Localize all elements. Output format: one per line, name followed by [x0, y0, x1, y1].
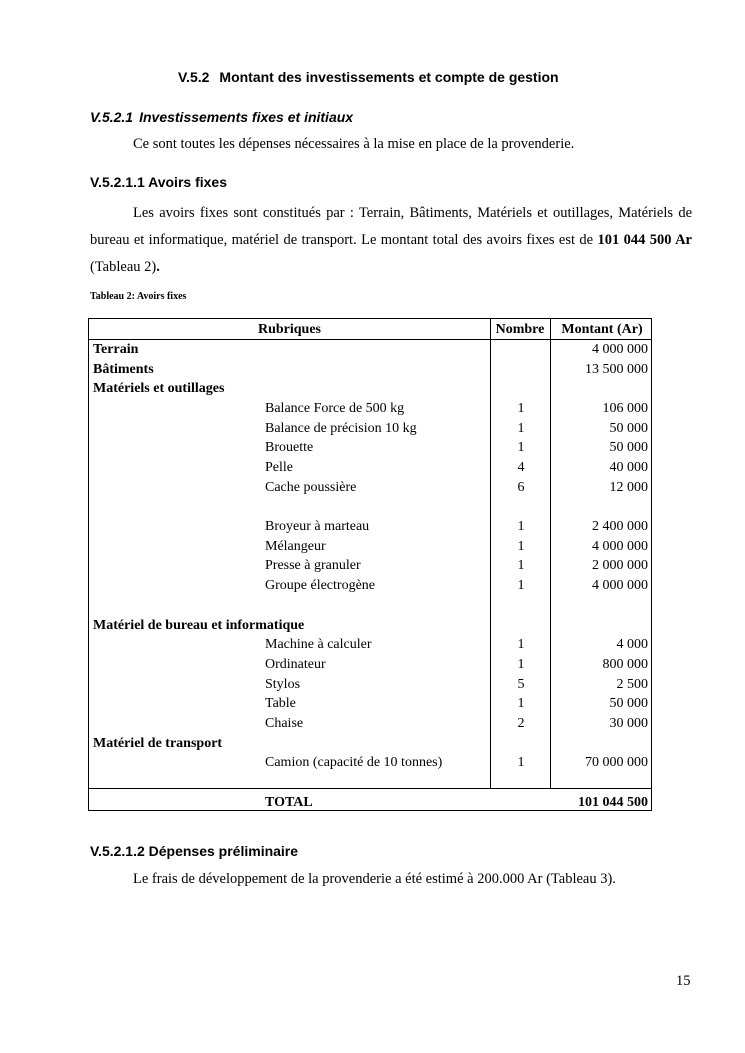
category-terrain: Terrain: [93, 342, 139, 357]
avoirs-total-amount: 101 044 500 Ar: [597, 232, 692, 248]
row-item: Cache poussière: [265, 480, 357, 495]
subsection-heading: [90, 109, 353, 125]
row-qty: 1: [517, 440, 525, 455]
row-amount: 50 000: [609, 421, 648, 436]
row-qty: 1: [517, 578, 525, 593]
row-item: Table: [265, 696, 296, 711]
row-amount: 106 000: [602, 401, 648, 416]
section-number: V.5.2: [178, 69, 210, 85]
row-item: Presse à granuler: [265, 558, 361, 573]
row-amount: 2 000 000: [592, 558, 648, 573]
total-divider: [89, 788, 651, 789]
page-number: 15: [676, 973, 691, 989]
row-item: Chaise: [265, 716, 304, 731]
row-qty: 4: [517, 460, 525, 475]
row-item: Balance de précision 10 kg: [265, 421, 417, 436]
row-amount: 4 000: [616, 637, 648, 652]
row-qty: 2: [517, 716, 525, 731]
depenses-heading: V.5.2.1.2 Dépenses préliminaire: [90, 843, 299, 859]
total-amount: 101 044 500: [578, 795, 648, 810]
row-qty: 1: [517, 657, 525, 672]
category-transport: Matériel de transport: [93, 736, 223, 751]
row-amount: 30 000: [609, 716, 648, 731]
row-amount: 40 000: [609, 460, 648, 475]
category-materiels: Matériels et outillages: [93, 381, 225, 396]
intro-paragraph: Ce sont toutes les dépenses nécessaires à la mise en place de la provenderie.: [133, 136, 575, 152]
row-amount: 4 000 000: [592, 578, 648, 593]
row-item: Stylos: [265, 677, 301, 692]
subsection-title: Investissements fixes et initiaux: [139, 109, 354, 125]
avoirs-para-text: Les avoirs fixes sont constitués par : Terrain, Bâtiments, Matériels et outillages, Matériels de bureau et informatique, matériel de transport. Le montant total des avoirs fixes est de: [90, 205, 692, 248]
row-qty: 1: [517, 519, 525, 534]
section-heading: [178, 69, 559, 85]
row-qty: 5: [517, 677, 525, 692]
amount-batiments: 13 500 000: [585, 362, 648, 377]
avoirs-fixes-table: [88, 318, 652, 811]
row-amount: 50 000: [609, 696, 648, 711]
avoirs-para-end: .: [156, 259, 160, 275]
avoirs-fixes-heading: V.5.2.1.1 Avoirs fixes: [90, 174, 227, 190]
amount-terrain: 4 000 000: [592, 342, 648, 357]
row-item: Balance Force de 500 kg: [265, 401, 405, 416]
row-item: Mélangeur: [265, 539, 326, 554]
row-item: Camion (capacité de 10 tonnes): [265, 755, 443, 770]
row-item: Groupe électrogène: [265, 578, 375, 593]
row-item: Machine à calculer: [265, 637, 372, 652]
row-qty: 6: [517, 480, 525, 495]
category-batiments: Bâtiments: [93, 362, 154, 377]
total-label: TOTAL: [265, 795, 313, 810]
row-qty: 1: [517, 637, 525, 652]
row-qty: 1: [517, 401, 525, 416]
depenses-paragraph: Le frais de développement de la provenderie a été estimé à 200.000 Ar (Tableau 3).: [133, 871, 616, 887]
table-caption: Tableau 2: Avoirs fixes: [90, 291, 187, 302]
row-qty: 1: [517, 539, 525, 554]
header-rubriques: Rubriques: [257, 322, 322, 337]
row-qty: 1: [517, 696, 525, 711]
category-bureau: Matériel de bureau et informatique: [93, 618, 305, 633]
subsection-number: V.5.2.1: [90, 109, 134, 125]
row-qty: 1: [517, 421, 525, 436]
avoirs-table-ref: (Tableau 2): [90, 259, 157, 275]
avoirs-fixes-paragraph: [90, 200, 692, 281]
row-amount: 70 000 000: [585, 755, 648, 770]
row-qty: 1: [517, 558, 525, 573]
row-amount: 4 000 000: [592, 539, 648, 554]
row-item: Brouette: [265, 440, 314, 455]
row-amount: 50 000: [609, 440, 648, 455]
header-montant: Montant (Ar): [561, 322, 643, 337]
row-qty: 1: [517, 755, 525, 770]
row-amount: 2 500: [616, 677, 648, 692]
section-title: Montant des investissements et compte de gestion: [219, 69, 559, 85]
row-item: Pelle: [265, 460, 293, 475]
row-item: Ordinateur: [265, 657, 326, 672]
row-item: Broyeur à marteau: [265, 519, 370, 534]
row-amount: 2 400 000: [592, 519, 648, 534]
row-amount: 800 000: [602, 657, 648, 672]
header-nombre: Nombre: [495, 322, 545, 337]
row-amount: 12 000: [609, 480, 648, 495]
